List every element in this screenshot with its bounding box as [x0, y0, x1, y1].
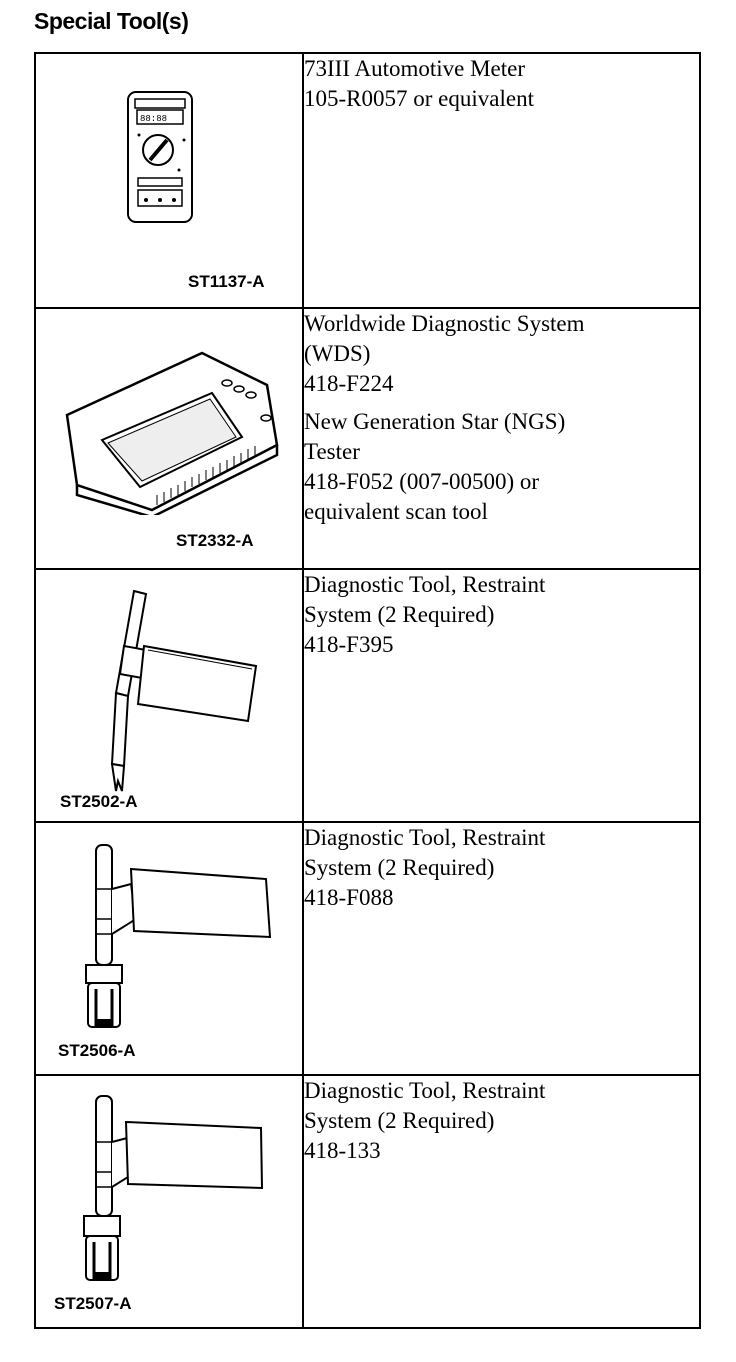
tool-name: New Generation Star (NGS): [304, 409, 566, 434]
tool-name: Diagnostic Tool, Restraint: [304, 825, 546, 850]
page-title: Special Tool(s): [34, 8, 189, 34]
tool-code-label: ST2332-A: [176, 531, 254, 550]
tool-code-label: ST1137-A: [188, 272, 265, 291]
tool-description: [303, 822, 700, 1075]
tool-name: System (2 Required): [304, 1108, 495, 1133]
tool-name: equivalent scan tool: [304, 499, 488, 524]
tool-image-cell: [35, 53, 303, 308]
tool-name: System (2 Required): [304, 602, 495, 627]
multimeter-icon: [126, 90, 196, 225]
tool-image-cell: [35, 569, 303, 822]
tool-name: Diagnostic Tool, Restraint: [304, 1078, 546, 1103]
tool-name: System (2 Required): [304, 855, 495, 880]
scan-tool-icon: [62, 345, 287, 515]
tool-part-number: 418-F088: [304, 885, 394, 910]
tool-code-label: ST2502-A: [60, 792, 138, 811]
table-row: [35, 308, 700, 569]
tool-part-number: 418-133: [304, 1138, 381, 1163]
restraint-tool-icon: [76, 1092, 276, 1297]
table-row: [35, 53, 700, 308]
tool-image-cell: [35, 1075, 303, 1328]
tool-name: (WDS): [304, 341, 371, 366]
tool-part-number: 418-F052 (007-00500) or: [304, 469, 540, 494]
tool-code-label: ST2506-A: [58, 1041, 136, 1060]
svg-text:88:88: 88:88: [140, 114, 168, 124]
tool-image-cell: [35, 308, 303, 569]
table-row: [35, 822, 700, 1075]
tool-description: [303, 308, 700, 569]
restraint-tool-icon: [76, 586, 266, 796]
tool-part-number: 418-F395: [304, 632, 394, 657]
tool-description: [303, 1075, 700, 1328]
tool-name: Diagnostic Tool, Restraint: [304, 572, 546, 597]
special-tools-table: [34, 52, 701, 1329]
tool-part-number: 105-R0057 or equivalent: [304, 86, 534, 111]
table-row: [35, 1075, 700, 1328]
tool-name: Worldwide Diagnostic System: [304, 311, 585, 336]
table-row: [35, 569, 700, 822]
tool-description: [303, 53, 700, 308]
tool-part-number: 418-F224: [304, 371, 394, 396]
tool-image-cell: [35, 822, 303, 1075]
tool-description: [303, 569, 700, 822]
tool-name: 73III Automotive Meter: [304, 56, 526, 81]
tool-name: Tester: [304, 439, 360, 464]
restraint-tool-icon: [76, 839, 276, 1039]
tool-code-label: ST2507-A: [54, 1294, 132, 1313]
